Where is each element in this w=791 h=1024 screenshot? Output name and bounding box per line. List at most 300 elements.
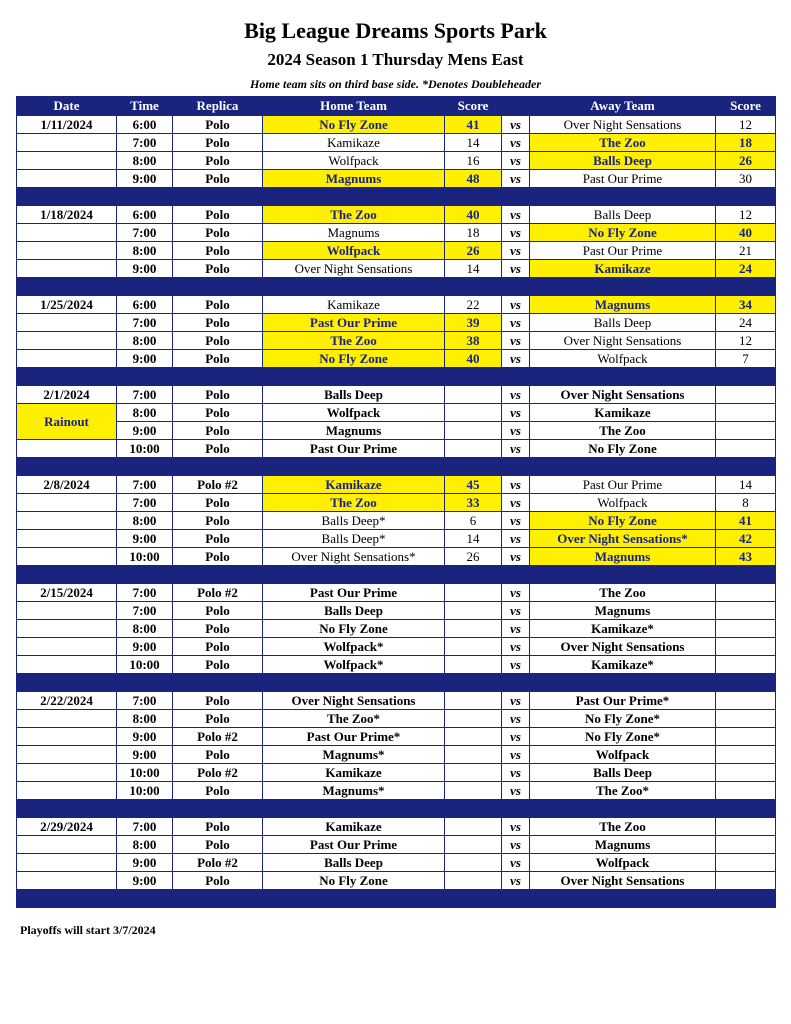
away-team: The Zoo xyxy=(530,818,716,836)
away-team: Balls Deep xyxy=(530,764,716,782)
game-time: 10:00 xyxy=(117,440,173,458)
away-team: Over Night Sensations xyxy=(530,332,716,350)
home-score xyxy=(445,656,502,674)
away-score: 18 xyxy=(716,134,776,152)
away-score xyxy=(716,872,776,890)
game-time: 9:00 xyxy=(117,530,173,548)
home-team: Kamikaze xyxy=(263,818,445,836)
home-team: Past Our Prime* xyxy=(263,728,445,746)
away-score xyxy=(716,404,776,422)
game-replica: Polo xyxy=(173,422,263,440)
game-replica: Polo xyxy=(173,872,263,890)
game-time: 9:00 xyxy=(117,260,173,278)
away-score: 21 xyxy=(716,242,776,260)
game-time: 8:00 xyxy=(117,332,173,350)
game-time: 7:00 xyxy=(117,314,173,332)
game-row xyxy=(17,548,776,566)
vs-label: vs xyxy=(502,260,530,278)
home-team: Balls Deep* xyxy=(263,530,445,548)
game-time: 7:00 xyxy=(117,224,173,242)
vs-label: vs xyxy=(502,386,530,404)
away-team: Past Our Prime xyxy=(530,476,716,494)
away-score xyxy=(716,710,776,728)
away-score: 24 xyxy=(716,314,776,332)
game-row xyxy=(17,260,776,278)
game-replica: Polo xyxy=(173,548,263,566)
game-time: 10:00 xyxy=(117,782,173,800)
away-score xyxy=(716,638,776,656)
header-home-team: Home Team xyxy=(263,97,445,116)
vs-label: vs xyxy=(502,476,530,494)
game-date-empty xyxy=(17,332,117,350)
game-time: 10:00 xyxy=(117,548,173,566)
home-team: Past Our Prime xyxy=(263,836,445,854)
game-date-empty xyxy=(17,854,117,872)
game-time: 9:00 xyxy=(117,350,173,368)
game-date-empty xyxy=(17,494,117,512)
game-row xyxy=(17,206,776,224)
game-row xyxy=(17,170,776,188)
game-date: 1/18/2024 xyxy=(17,206,117,224)
game-date-empty xyxy=(17,242,117,260)
header-replica: Replica xyxy=(173,97,263,116)
game-replica: Polo #2 xyxy=(173,476,263,494)
game-row xyxy=(17,152,776,170)
away-score: 24 xyxy=(716,260,776,278)
vs-label: vs xyxy=(502,692,530,710)
home-team: Past Our Prime xyxy=(263,314,445,332)
home-score: 48 xyxy=(445,170,502,188)
game-date: 1/11/2024 xyxy=(17,116,117,134)
home-score: 38 xyxy=(445,332,502,350)
vs-label: vs xyxy=(502,134,530,152)
week-separator xyxy=(17,188,776,206)
game-time: 8:00 xyxy=(117,404,173,422)
away-team: Magnums xyxy=(530,836,716,854)
game-replica: Polo xyxy=(173,152,263,170)
away-team: The Zoo xyxy=(530,134,716,152)
home-team: The Zoo* xyxy=(263,710,445,728)
game-date-empty xyxy=(17,170,117,188)
home-score xyxy=(445,692,502,710)
away-team: Over Night Sensations xyxy=(530,386,716,404)
game-time: 10:00 xyxy=(117,656,173,674)
home-score xyxy=(445,746,502,764)
vs-label: vs xyxy=(502,782,530,800)
home-team: Wolfpack xyxy=(263,242,445,260)
game-time: 8:00 xyxy=(117,242,173,260)
home-score xyxy=(445,404,502,422)
away-team: Magnums xyxy=(530,602,716,620)
game-date-empty xyxy=(17,872,117,890)
away-score: 8 xyxy=(716,494,776,512)
vs-label: vs xyxy=(502,602,530,620)
game-date-empty xyxy=(17,638,117,656)
game-time: 7:00 xyxy=(117,476,173,494)
away-team: Past Our Prime* xyxy=(530,692,716,710)
away-score: 12 xyxy=(716,116,776,134)
game-replica: Polo xyxy=(173,494,263,512)
home-score: 6 xyxy=(445,512,502,530)
game-row xyxy=(17,872,776,890)
home-score xyxy=(445,836,502,854)
away-score: 40 xyxy=(716,224,776,242)
home-team: Wolfpack xyxy=(263,404,445,422)
away-team: The Zoo* xyxy=(530,782,716,800)
header-time: Time xyxy=(117,97,173,116)
vs-label: vs xyxy=(502,854,530,872)
game-date-empty xyxy=(17,656,117,674)
away-score xyxy=(716,728,776,746)
game-time: 9:00 xyxy=(117,422,173,440)
away-team: Wolfpack xyxy=(530,746,716,764)
game-row xyxy=(17,602,776,620)
away-score: 30 xyxy=(716,170,776,188)
game-row xyxy=(17,440,776,458)
game-row xyxy=(17,530,776,548)
game-replica: Polo xyxy=(173,692,263,710)
game-replica: Polo xyxy=(173,260,263,278)
away-score: 14 xyxy=(716,476,776,494)
schedule-body xyxy=(17,116,776,908)
header-date: Date xyxy=(17,97,117,116)
home-score xyxy=(445,638,502,656)
game-replica: Polo xyxy=(173,170,263,188)
game-date-empty xyxy=(17,746,117,764)
game-row xyxy=(17,476,776,494)
vs-label: vs xyxy=(502,638,530,656)
away-score: 41 xyxy=(716,512,776,530)
away-score: 34 xyxy=(716,296,776,314)
away-team: Over Night Sensations xyxy=(530,116,716,134)
game-replica: Polo #2 xyxy=(173,764,263,782)
game-time: 7:00 xyxy=(117,602,173,620)
game-replica: Polo xyxy=(173,530,263,548)
game-date-empty xyxy=(17,530,117,548)
home-score xyxy=(445,710,502,728)
home-score xyxy=(445,584,502,602)
away-score xyxy=(716,764,776,782)
game-row xyxy=(17,134,776,152)
vs-label: vs xyxy=(502,350,530,368)
rainout-badge: Rainout xyxy=(17,404,117,440)
home-score: 41 xyxy=(445,116,502,134)
game-date-empty xyxy=(17,836,117,854)
week-separator xyxy=(17,368,776,386)
game-row xyxy=(17,116,776,134)
vs-label: vs xyxy=(502,818,530,836)
home-team: The Zoo xyxy=(263,494,445,512)
vs-label: vs xyxy=(502,332,530,350)
game-time: 6:00 xyxy=(117,206,173,224)
home-score: 16 xyxy=(445,152,502,170)
header-home-score: Score xyxy=(445,97,502,116)
home-team: No Fly Zone xyxy=(263,116,445,134)
game-replica: Polo xyxy=(173,296,263,314)
home-score: 45 xyxy=(445,476,502,494)
vs-label: vs xyxy=(502,548,530,566)
page-title: Big League Dreams Sports Park xyxy=(244,18,547,43)
away-score: 26 xyxy=(716,152,776,170)
away-team: Magnums xyxy=(530,296,716,314)
game-time: 7:00 xyxy=(117,134,173,152)
header-row xyxy=(17,97,776,116)
away-score xyxy=(716,854,776,872)
vs-label: vs xyxy=(502,728,530,746)
game-replica: Polo xyxy=(173,314,263,332)
home-team: Wolfpack xyxy=(263,152,445,170)
home-team: Magnums xyxy=(263,422,445,440)
away-team: No Fly Zone* xyxy=(530,710,716,728)
game-replica: Polo xyxy=(173,224,263,242)
away-score: 12 xyxy=(716,332,776,350)
game-replica: Polo xyxy=(173,386,263,404)
away-score xyxy=(716,692,776,710)
home-score: 18 xyxy=(445,224,502,242)
game-row xyxy=(17,692,776,710)
home-team: The Zoo xyxy=(263,206,445,224)
home-score: 14 xyxy=(445,134,502,152)
away-team: The Zoo xyxy=(530,422,716,440)
away-score: 7 xyxy=(716,350,776,368)
game-time: 9:00 xyxy=(117,872,173,890)
game-row xyxy=(17,656,776,674)
away-team: Kamikaze* xyxy=(530,620,716,638)
game-row xyxy=(17,512,776,530)
vs-label: vs xyxy=(502,656,530,674)
game-date-empty xyxy=(17,602,117,620)
away-team: Kamikaze xyxy=(530,404,716,422)
away-team: No Fly Zone xyxy=(530,440,716,458)
vs-label: vs xyxy=(502,206,530,224)
game-time: 9:00 xyxy=(117,746,173,764)
home-team: Magnums* xyxy=(263,746,445,764)
game-row xyxy=(17,836,776,854)
home-score xyxy=(445,728,502,746)
game-time: 6:00 xyxy=(117,116,173,134)
vs-label: vs xyxy=(502,746,530,764)
vs-label: vs xyxy=(502,440,530,458)
home-score: 26 xyxy=(445,242,502,260)
home-team: Past Our Prime xyxy=(263,584,445,602)
game-date: 2/8/2024 xyxy=(17,476,117,494)
home-team: The Zoo xyxy=(263,332,445,350)
game-time: 7:00 xyxy=(117,494,173,512)
vs-label: vs xyxy=(502,584,530,602)
game-replica: Polo xyxy=(173,656,263,674)
home-score: 14 xyxy=(445,530,502,548)
game-row xyxy=(17,296,776,314)
away-score xyxy=(716,620,776,638)
game-replica: Polo xyxy=(173,116,263,134)
home-score xyxy=(445,422,502,440)
home-score xyxy=(445,782,502,800)
game-replica: Polo #2 xyxy=(173,728,263,746)
game-time: 7:00 xyxy=(117,692,173,710)
home-team: Balls Deep* xyxy=(263,512,445,530)
home-team: Kamikaze xyxy=(263,764,445,782)
game-replica: Polo xyxy=(173,620,263,638)
game-row xyxy=(17,584,776,602)
vs-label: vs xyxy=(502,872,530,890)
game-row xyxy=(17,710,776,728)
home-score xyxy=(445,818,502,836)
header-vs xyxy=(502,97,530,116)
away-score: 12 xyxy=(716,206,776,224)
game-row xyxy=(17,818,776,836)
home-team: Balls Deep xyxy=(263,854,445,872)
game-time: 9:00 xyxy=(117,854,173,872)
home-team: Kamikaze xyxy=(263,296,445,314)
game-row xyxy=(17,746,776,764)
game-row xyxy=(17,386,776,404)
home-score: 40 xyxy=(445,350,502,368)
game-replica: Polo xyxy=(173,332,263,350)
away-score xyxy=(716,386,776,404)
game-row xyxy=(17,314,776,332)
game-date-empty xyxy=(17,782,117,800)
game-date-empty xyxy=(17,314,117,332)
away-score xyxy=(716,440,776,458)
schedule-table xyxy=(16,96,776,908)
away-score xyxy=(716,602,776,620)
game-row xyxy=(17,728,776,746)
game-date-empty xyxy=(17,548,117,566)
home-score xyxy=(445,602,502,620)
away-score xyxy=(716,422,776,440)
playoffs-note: Playoffs will start 3/7/2024 xyxy=(20,923,156,937)
home-team: No Fly Zone xyxy=(263,350,445,368)
away-team: Over Night Sensations xyxy=(530,638,716,656)
vs-label: vs xyxy=(502,170,530,188)
game-replica: Polo #2 xyxy=(173,854,263,872)
home-team: Magnums* xyxy=(263,782,445,800)
home-score xyxy=(445,620,502,638)
away-team: Balls Deep xyxy=(530,206,716,224)
away-team: Kamikaze xyxy=(530,260,716,278)
vs-label: vs xyxy=(502,494,530,512)
game-row xyxy=(17,854,776,872)
game-replica: Polo xyxy=(173,710,263,728)
away-score xyxy=(716,782,776,800)
home-team: Over Night Sensations xyxy=(263,260,445,278)
away-team: The Zoo xyxy=(530,584,716,602)
doubleheader-note: Home team sits on third base side. *Denotes Doubleheader xyxy=(250,77,541,91)
game-replica: Polo xyxy=(173,206,263,224)
week-separator xyxy=(17,566,776,584)
game-time: 8:00 xyxy=(117,512,173,530)
vs-label: vs xyxy=(502,530,530,548)
vs-label: vs xyxy=(502,152,530,170)
game-time: 7:00 xyxy=(117,818,173,836)
home-score xyxy=(445,440,502,458)
game-date-empty xyxy=(17,152,117,170)
home-team: No Fly Zone xyxy=(263,872,445,890)
home-team: Balls Deep xyxy=(263,602,445,620)
game-time: 8:00 xyxy=(117,152,173,170)
away-team: Wolfpack xyxy=(530,854,716,872)
home-score xyxy=(445,854,502,872)
game-date-empty xyxy=(17,512,117,530)
game-time: 10:00 xyxy=(117,764,173,782)
game-time: 9:00 xyxy=(117,728,173,746)
vs-label: vs xyxy=(502,710,530,728)
game-replica: Polo xyxy=(173,602,263,620)
week-separator xyxy=(17,890,776,908)
game-date-empty xyxy=(17,260,117,278)
away-team: Past Our Prime xyxy=(530,242,716,260)
away-score xyxy=(716,584,776,602)
away-team: Wolfpack xyxy=(530,494,716,512)
game-time: 7:00 xyxy=(117,584,173,602)
game-time: 7:00 xyxy=(117,386,173,404)
home-team: Over Night Sensations xyxy=(263,692,445,710)
header-away-team: Away Team xyxy=(530,97,716,116)
game-replica: Polo xyxy=(173,512,263,530)
home-score xyxy=(445,764,502,782)
header-away-score: Score xyxy=(716,97,776,116)
game-replica: Polo #2 xyxy=(173,584,263,602)
game-row xyxy=(17,494,776,512)
away-team: No Fly Zone xyxy=(530,512,716,530)
home-team: Magnums xyxy=(263,224,445,242)
game-row xyxy=(17,404,776,422)
home-team: Kamikaze xyxy=(263,134,445,152)
home-score: 39 xyxy=(445,314,502,332)
game-row xyxy=(17,638,776,656)
away-score xyxy=(716,836,776,854)
game-replica: Polo xyxy=(173,440,263,458)
game-date-empty xyxy=(17,764,117,782)
away-team: Wolfpack xyxy=(530,350,716,368)
game-date: 2/29/2024 xyxy=(17,818,117,836)
game-time: 9:00 xyxy=(117,170,173,188)
home-score: 40 xyxy=(445,206,502,224)
game-row xyxy=(17,620,776,638)
game-time: 6:00 xyxy=(117,296,173,314)
game-date-empty xyxy=(17,350,117,368)
home-score: 14 xyxy=(445,260,502,278)
away-team: Past Our Prime xyxy=(530,170,716,188)
away-score: 43 xyxy=(716,548,776,566)
away-team: No Fly Zone xyxy=(530,224,716,242)
game-row xyxy=(17,224,776,242)
home-team: Kamikaze xyxy=(263,476,445,494)
home-score: 22 xyxy=(445,296,502,314)
game-row xyxy=(17,782,776,800)
home-team: Wolfpack* xyxy=(263,656,445,674)
home-team: Over Night Sensations* xyxy=(263,548,445,566)
away-team: Balls Deep xyxy=(530,152,716,170)
game-date: 2/22/2024 xyxy=(17,692,117,710)
game-replica: Polo xyxy=(173,746,263,764)
game-replica: Polo xyxy=(173,836,263,854)
game-time: 8:00 xyxy=(117,710,173,728)
home-score: 26 xyxy=(445,548,502,566)
away-team: Over Night Sensations xyxy=(530,872,716,890)
vs-label: vs xyxy=(502,620,530,638)
vs-label: vs xyxy=(502,242,530,260)
vs-label: vs xyxy=(502,512,530,530)
game-row xyxy=(17,764,776,782)
home-team: Wolfpack* xyxy=(263,638,445,656)
game-replica: Polo xyxy=(173,134,263,152)
home-score xyxy=(445,386,502,404)
game-replica: Polo xyxy=(173,638,263,656)
game-date: 1/25/2024 xyxy=(17,296,117,314)
game-replica: Polo xyxy=(173,350,263,368)
away-score: 42 xyxy=(716,530,776,548)
